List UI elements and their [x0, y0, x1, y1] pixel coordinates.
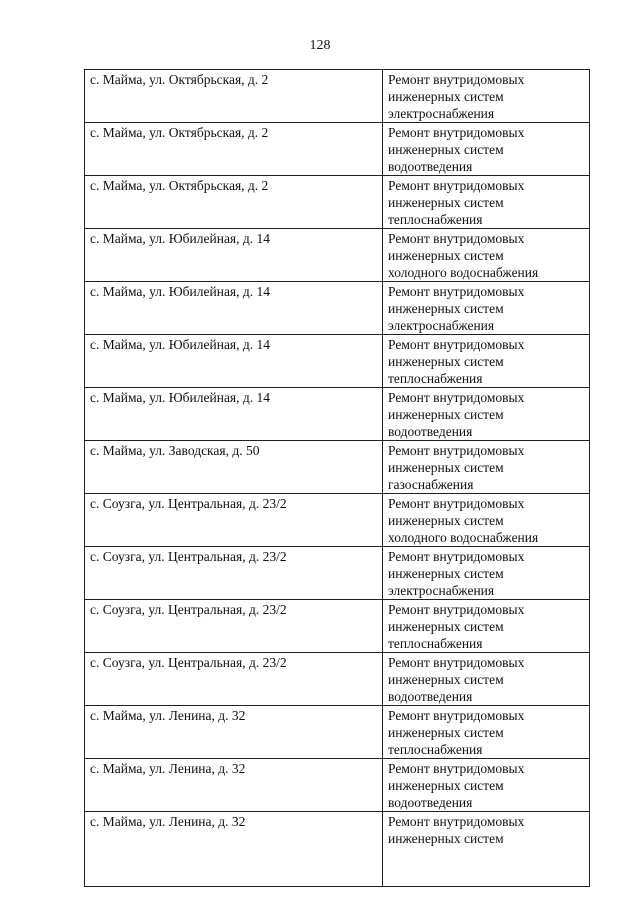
- work-description-cell: [383, 653, 590, 706]
- table-body: [85, 70, 590, 887]
- work-description-line: Ремонт внутридомовых: [388, 708, 525, 723]
- work-description-cell: [383, 759, 590, 812]
- work-description-line: водоотведения: [388, 795, 473, 810]
- work-description-line: водоотведения: [388, 689, 473, 704]
- work-description-cell: [383, 441, 590, 494]
- work-description-line: газоснабжения: [388, 477, 474, 492]
- address-cell: [85, 812, 383, 887]
- work-description-cell: [383, 70, 590, 123]
- address-text: с. Майма, ул. Октябрьская, д. 2: [90, 125, 269, 140]
- work-description-line: Ремонт внутридомовых: [388, 284, 525, 299]
- table-row: [85, 229, 590, 282]
- address-cell: [85, 547, 383, 600]
- address-cell: [85, 441, 383, 494]
- work-description-cell: [383, 282, 590, 335]
- address-cell: [85, 600, 383, 653]
- work-description-line: инженерных систем: [388, 460, 504, 475]
- work-description-cell: [383, 706, 590, 759]
- work-description-line: инженерных систем: [388, 354, 504, 369]
- table-row: [85, 176, 590, 229]
- work-description-line: Ремонт внутридомовых: [388, 125, 525, 140]
- work-description-line: инженерных систем: [388, 672, 504, 687]
- work-description-cell: [383, 335, 590, 388]
- table-row: [85, 123, 590, 176]
- work-description-line: инженерных систем: [388, 831, 504, 846]
- address-text: с. Соузга, ул. Центральная, д. 23/2: [90, 496, 287, 511]
- work-description-line: Ремонт внутридомовых: [388, 549, 525, 564]
- address-text: с. Соузга, ул. Центральная, д. 23/2: [90, 655, 287, 670]
- address-text: с. Майма, ул. Юбилейная, д. 14: [90, 284, 271, 299]
- work-description-line: Ремонт внутридомовых: [388, 602, 525, 617]
- work-description-line: Ремонт внутридомовых: [388, 178, 525, 193]
- work-description-line: Ремонт внутридомовых: [388, 72, 525, 87]
- table-row: [85, 653, 590, 706]
- table-row: [85, 494, 590, 547]
- work-description-line: Ремонт внутридомовых: [388, 390, 525, 405]
- work-description-line: инженерных систем: [388, 566, 504, 581]
- address-cell: [85, 176, 383, 229]
- table-row: [85, 282, 590, 335]
- work-description-line: Ремонт внутридомовых: [388, 496, 525, 511]
- address-text: с. Майма, ул. Октябрьская, д. 2: [90, 178, 269, 193]
- work-description-line: Ремонт внутридомовых: [388, 337, 525, 352]
- work-description-line: водоотведения: [388, 159, 473, 174]
- work-description-line: Ремонт внутридомовых: [388, 761, 525, 776]
- work-description-cell: [383, 123, 590, 176]
- work-description-line: электроснабжения: [388, 583, 495, 598]
- address-text: с. Майма, ул. Ленина, д. 32: [90, 761, 246, 776]
- table-row: [85, 706, 590, 759]
- work-description-cell: [383, 176, 590, 229]
- work-description-cell: [383, 547, 590, 600]
- address-text: с. Соузга, ул. Центральная, д. 23/2: [90, 602, 287, 617]
- table-row: [85, 335, 590, 388]
- work-description-line: инженерных систем: [388, 89, 504, 104]
- address-text: с. Майма, ул. Октябрьская, д. 2: [90, 72, 269, 87]
- table-row: [85, 547, 590, 600]
- work-description-line: электроснабжения: [388, 106, 495, 121]
- work-description-line: холодного водоснабжения: [388, 530, 539, 545]
- work-description-line: инженерных систем: [388, 142, 504, 157]
- work-description-line: теплоснабжения: [388, 636, 483, 651]
- address-text: с. Соузга, ул. Центральная, д. 23/2: [90, 549, 287, 564]
- address-text: с. Майма, ул. Ленина, д. 32: [90, 814, 246, 829]
- work-description-line: инженерных систем: [388, 407, 504, 422]
- address-text: с. Майма, ул. Юбилейная, д. 14: [90, 390, 271, 405]
- work-description-line: инженерных систем: [388, 301, 504, 316]
- address-cell: [85, 70, 383, 123]
- work-description-cell: [383, 388, 590, 441]
- repair-works-table: [84, 69, 590, 887]
- address-text: с. Майма, ул. Заводская, д. 50: [90, 443, 260, 458]
- table-row: [85, 759, 590, 812]
- work-description-line: инженерных систем: [388, 619, 504, 634]
- address-cell: [85, 494, 383, 547]
- work-description-line: теплоснабжения: [388, 742, 483, 757]
- address-cell: [85, 282, 383, 335]
- table-row: [85, 441, 590, 494]
- work-description-cell: [383, 494, 590, 547]
- address-cell: [85, 706, 383, 759]
- work-description-line: теплоснабжения: [388, 371, 483, 386]
- address-cell: [85, 229, 383, 282]
- address-cell: [85, 759, 383, 812]
- work-description-cell: [383, 812, 590, 887]
- work-description-line: Ремонт внутридомовых: [388, 231, 525, 246]
- work-description-cell: [383, 229, 590, 282]
- address-cell: [85, 123, 383, 176]
- work-description-line: теплоснабжения: [388, 212, 483, 227]
- table-row: [85, 388, 590, 441]
- work-description-line: электроснабжения: [388, 318, 495, 333]
- page-number: 128: [309, 38, 331, 53]
- address-cell: [85, 335, 383, 388]
- work-description-line: инженерных систем: [388, 195, 504, 210]
- work-description-line: холодного водоснабжения: [388, 265, 539, 280]
- address-cell: [85, 653, 383, 706]
- table-row: [85, 70, 590, 123]
- work-description-line: инженерных систем: [388, 725, 504, 740]
- work-description-line: инженерных систем: [388, 513, 504, 528]
- address-text: с. Майма, ул. Юбилейная, д. 14: [90, 337, 271, 352]
- work-description-line: инженерных систем: [388, 778, 504, 793]
- address-cell: [85, 388, 383, 441]
- work-description-line: Ремонт внутридомовых: [388, 443, 525, 458]
- work-description-line: Ремонт внутридомовых: [388, 655, 525, 670]
- work-description-line: водоотведения: [388, 424, 473, 439]
- table-row: [85, 812, 590, 887]
- table-row: [85, 600, 590, 653]
- work-description-cell: [383, 600, 590, 653]
- work-description-line: инженерных систем: [388, 248, 504, 263]
- work-description-line: Ремонт внутридомовых: [388, 814, 525, 829]
- address-text: с. Майма, ул. Ленина, д. 32: [90, 708, 246, 723]
- address-text: с. Майма, ул. Юбилейная, д. 14: [90, 231, 271, 246]
